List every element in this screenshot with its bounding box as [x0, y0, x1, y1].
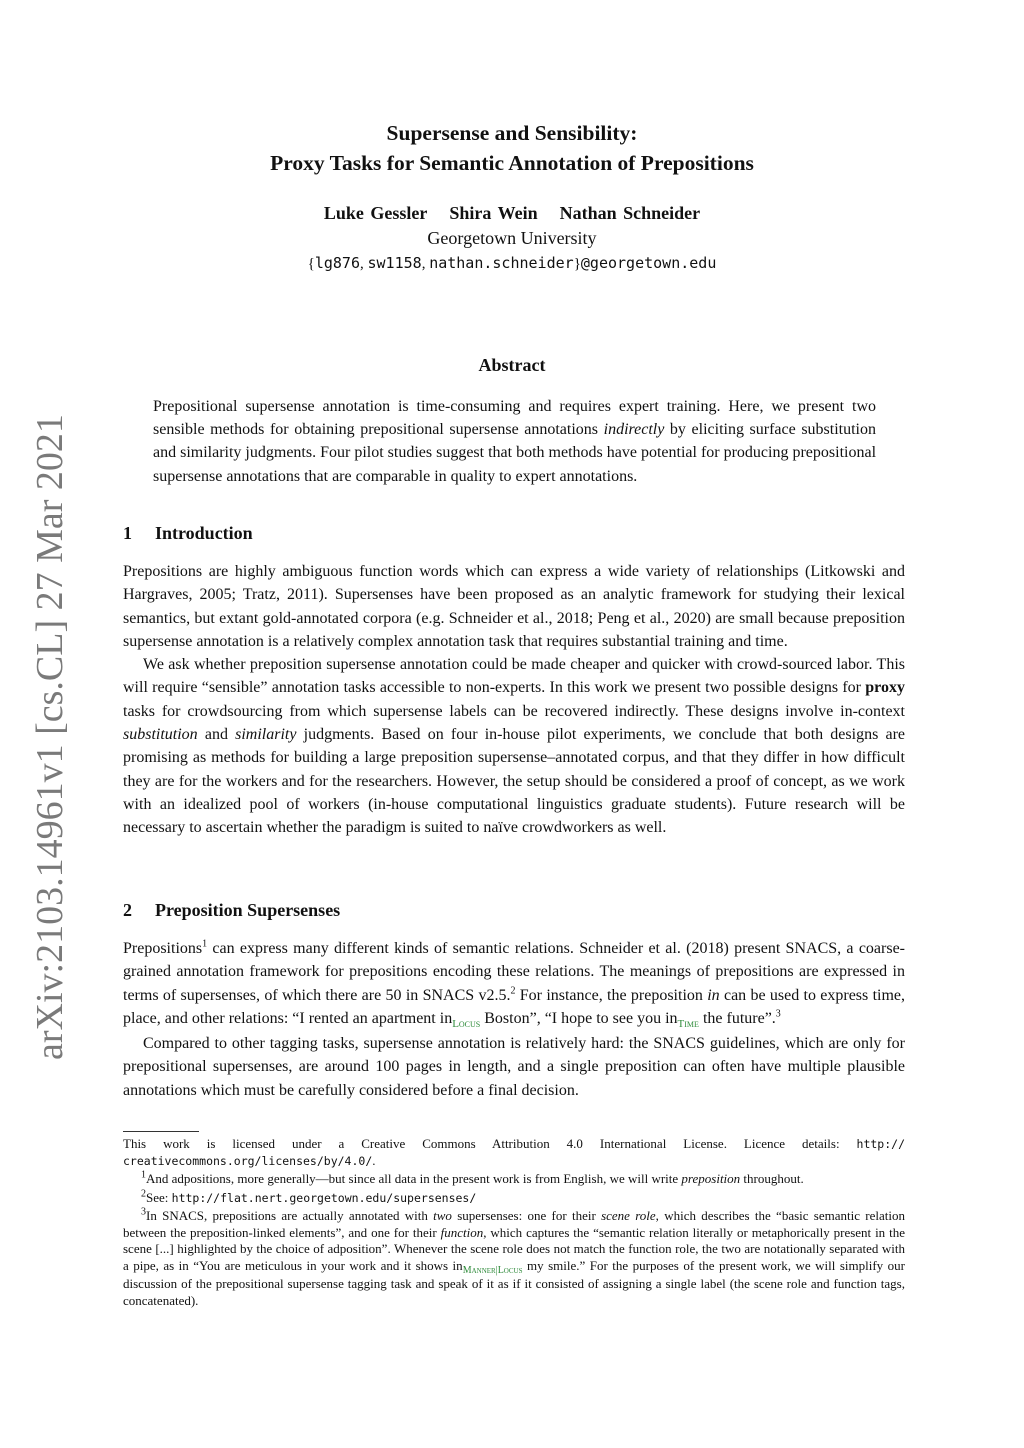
supersenses-paragraph-1: [123, 937, 905, 1032]
abstract-part-2: by eliciting surface substitution and similarity judgments. Four pilot studies suggest that both methods have potential for producing prepositional supersense annotations that are comparable in quality to expert annotations.: [153, 421, 877, 485]
supersenses-url-link[interactable]: http://flat.nert.georgetown.edu/supersenses/: [171, 1190, 477, 1205]
section-number: 2: [123, 900, 132, 920]
text-run: , which captures the “semantic relation literally or metaphorically present in the scene [...] highlighted by the choice of adposition”. Whenever the scene role does not match the function role, the two are notationally separated with a pipe, as in “You are meticulous in your work and it shows in: [123, 1224, 905, 1273]
author-3: Nathan Schneider: [559, 203, 701, 223]
author-emails: [0, 251, 1024, 276]
text-run: See:: [146, 1189, 172, 1205]
paper-title-line-1: Supersense and Sensibility:: [386, 121, 638, 145]
email-separator-2: ,: [421, 256, 430, 272]
footnote-ref-2[interactable]: 2: [510, 985, 516, 997]
text-run: , which describes the “basic semantic relation between the preposition-linked elements”, and one for their: [123, 1208, 905, 1240]
italic-term-in: in: [707, 986, 720, 1004]
footnote-ref-1[interactable]: 1: [202, 938, 208, 950]
abstract-heading: Abstract: [478, 355, 546, 375]
email-brace-open: {: [307, 256, 315, 272]
author-2: Shira Wein: [449, 203, 538, 223]
text-run: judgments. Based on four in-house pilot experiments, we conclude that both designs are promising as methods for building a large preposition supersense–annotated corpus, and that they differ in how difficult they are for the workers and for the researchers. However, the setup should be considered a proof of concept, as we work with an idealized pool of workers (in-house computational linguistics graduate students). Future research will be necessary to ascertain whether the paradigm is suited to naïve crowdworkers as well.: [123, 726, 905, 837]
text-run: Prepositions: [123, 940, 203, 957]
footnote-1: [123, 1171, 905, 1188]
italic-term: function: [440, 1224, 484, 1240]
text-run: We ask whether preposition supersense annotation could be made cheaper and quicker with crowd-sourced labor. This will require “sensible” annotation tasks accessible to non-experts. In this work we present two possible designs for: [123, 656, 905, 697]
supersenses-paragraph-2: Compared to other tagging tasks, supersense annotation is relatively hard: the SNACS guidelines, which are only for prepositional supersenses, are around 100 pages in length, and a single preposition can often have multiple plausible annotations which must be carefully considered before a final decision.: [123, 1035, 905, 1099]
introduction-body: [123, 560, 905, 840]
section-heading-preposition-supersenses: [123, 900, 340, 921]
text-run: my smile.” For the purposes of the present work, we will simplify our discussion of the prepositional supersense tagging task and speak of it as if it consisted of assigning a single label (the scene role and function tags, concatenated).: [123, 1257, 905, 1308]
text-run: In SNACS, prepositions are actually annotated with: [146, 1208, 434, 1223]
footnote-mark: 1: [141, 1169, 146, 1181]
footnote-2: [123, 1190, 905, 1207]
affiliation: Georgetown University: [427, 228, 597, 248]
text-run: For instance, the preposition: [515, 986, 708, 1004]
bold-term-proxy: proxy: [865, 679, 905, 697]
license-footnote: [123, 1136, 905, 1169]
introduction-paragraph-2: [123, 653, 905, 839]
text-run: tasks for crowdsourcing from which supersense labels can be recovered indirectly. These designs involve in-context: [123, 702, 905, 720]
text-run: can express many different kinds of semantic relations. Schneider et al. (2018) present SNACS, a coarse-grained annotation framework for prepositions encoding these relations. The meanings of prepositions are expressed in terms of supersenses, of which there are 50 in SNACS v2.5.: [123, 940, 905, 1004]
introduction-paragraph-1: Prepositions are highly ambiguous function words which can express a wide variety of relationships (Litkowski and Hargraves, 2005; Tratz, 2011). Supersenses have been proposed as an analytic framework for studying their lexical semantics, but extant gold-annotated corpora (e.g. Schneider et al., 2018; Peng et al., 2020) are small because preposition supersense annotation is a relatively complex annotation task that requires substantial training and time.: [123, 563, 905, 650]
abstract-part-1: Prepositional supersense annotation is time-consuming and requires expert training. Here, we present two sensible methods for obtaining prepositional supersense annotations: [153, 398, 876, 439]
text-run: And adpositions, more generally—but since all data in the present work is from English, we will write: [146, 1171, 682, 1186]
email-user-3: nathan.schneider: [429, 254, 574, 272]
email-separator-1: ,: [360, 256, 368, 272]
supersenses-body: [123, 937, 905, 1102]
supersense-tag-time: Time: [677, 1017, 699, 1030]
email-user-2: sw1158: [367, 254, 422, 272]
italic-term: preposition: [681, 1171, 741, 1186]
section-heading-introduction: [123, 523, 253, 544]
supersense-tag-locus: Locus: [452, 1017, 481, 1030]
footnote-mark: 3: [141, 1206, 146, 1218]
author-1: Luke Gessler: [323, 203, 428, 223]
footnote-mark: 2: [141, 1188, 146, 1200]
italic-term: scene role: [601, 1208, 656, 1223]
section-number: 1: [123, 523, 132, 543]
footnotes: [123, 1136, 905, 1311]
italic-term: two: [433, 1208, 452, 1223]
email-brace-close: }: [573, 256, 581, 272]
paper-title-line-2: Proxy Tasks for Semantic Annotation of Prepositions: [270, 151, 754, 175]
italic-term-similarity: similarity: [235, 726, 297, 744]
arxiv-identifier-stamp: arXiv:2103.14961v1 [cs.CL] 27 Mar 2021: [29, 414, 71, 1060]
email-user-1: lg876: [314, 254, 360, 272]
text-run: throughout.: [740, 1171, 804, 1186]
text-run: and: [197, 726, 236, 744]
text-run: .: [372, 1152, 376, 1168]
footnote-ref-3[interactable]: 3: [775, 1008, 781, 1020]
title-block: [0, 118, 1024, 276]
text-run: supersenses: one for their: [451, 1208, 602, 1223]
text-run: can be used to express time, place, and other relations: “I rented an apartment in: [123, 986, 906, 1027]
abstract-text: [153, 395, 876, 488]
email-domain: @georgetown.edu: [580, 254, 717, 272]
abstract-emphasis: indirectly: [603, 421, 665, 439]
text-run: Boston”, “I hope to see you in: [480, 1009, 678, 1027]
italic-term-substitution: substitution: [123, 726, 198, 744]
text-run: the future”.: [698, 1009, 776, 1027]
footnote-3: [123, 1208, 905, 1309]
supersense-tag-manner-locus: Manner|Locus: [462, 1264, 523, 1276]
text-run: This work is licensed under a Creative Commons Attribution 4.0 International License. Licence details:: [123, 1136, 857, 1151]
section-title: Introduction: [155, 523, 253, 543]
section-title: Preposition Supersenses: [155, 900, 341, 920]
license-url-part-1[interactable]: http://: [856, 1137, 905, 1151]
author-list: [0, 200, 1024, 226]
license-url-part-2[interactable]: creativecommons.org/licenses/by/4.0/: [123, 1153, 373, 1168]
footnote-separator: [123, 1131, 199, 1132]
